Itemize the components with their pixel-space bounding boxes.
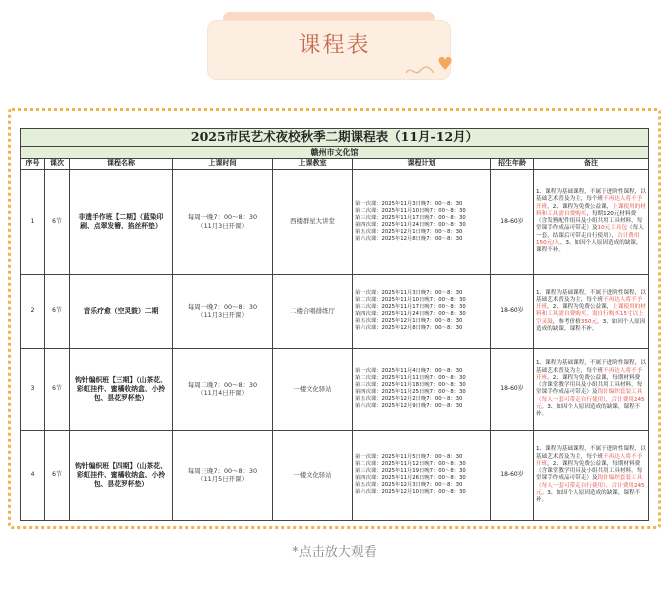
class-time-weekly: 每周一晚7：00～8：30 — [187, 213, 258, 222]
age-range: 18-60岁 — [491, 348, 534, 430]
plan-line: 第四次课：2025年11月24日晚7：00～8：30 — [355, 311, 466, 318]
note-segment: 。3、如因个人原因造成的缺课，课程不补。 — [536, 403, 641, 418]
note-segment: 。2、课程为免费公益课，每期材料费（含课堂教学用具及小组共用工具材料，每堂课手作成品可带走）及 — [536, 460, 643, 482]
note-segment: 合计费用150元/人 — [536, 232, 640, 246]
plan-line: 第五次课：2025年12月1日晚7：00～8：30 — [355, 318, 463, 325]
plan-line: 第六次课：2025年12月9日晚7：00～8：30 — [355, 403, 463, 410]
note-segment: 不再达人将不予开班 — [536, 367, 643, 381]
session-count: 6节 — [45, 169, 70, 274]
class-time-weekly: 每周一晚7：00～8：30 — [187, 302, 258, 311]
classroom: 西楼群星大讲堂 — [273, 169, 353, 274]
classroom: 一楼文化驿站 — [273, 430, 353, 520]
note-segment: ，需自行购买15寸以上空灵鼓 — [536, 311, 644, 325]
note-segment: 不再达人将不予开班 — [536, 196, 643, 210]
course-name: 非遗手作班【二期】（蓝染印刷、点翠发簪、掐丝杯垫） — [70, 169, 173, 274]
plan-line: 第一次课：2025年11月5日晚7：00～8：30 — [355, 454, 463, 461]
plan-line: 第四次课：2025年11月25日晚7：00～8：30 — [355, 389, 466, 396]
course-note — [534, 430, 649, 520]
session-count: 6节 — [45, 430, 70, 520]
class-time — [173, 274, 273, 348]
table-row — [21, 169, 649, 274]
row-number: 2 — [21, 274, 45, 348]
course-name: 钩针编织班【四期】（山茶花、彩虹挂件、蜜橘收纳盒、小拎包、昙花罗杯垫） — [70, 430, 173, 520]
class-time — [173, 348, 273, 430]
note-segment: 上课使用的材料和工具需自费购买 — [536, 203, 646, 217]
squiggle-decoration — [405, 64, 435, 78]
header — [0, 0, 669, 100]
course-plan — [353, 274, 491, 348]
note-segment: 。2、课程为免费公益课， — [547, 304, 613, 311]
class-time — [173, 169, 273, 274]
plan-line: 第五次课：2025年12月1日晚7：00～8：30 — [355, 228, 463, 235]
plan-line: 第五次课：2025年12月3日晚7：00～8：30 — [355, 482, 463, 489]
row-number: 4 — [21, 430, 45, 520]
course-plan — [353, 430, 491, 520]
note-segment: 不再达人将不予开班 — [536, 453, 643, 467]
classroom: 二楼合唱排练厅 — [273, 274, 353, 348]
note-segment: 1、课程为基础课程，不属于进阶性课程，以基础艺术普及为主，每个班 — [536, 360, 646, 374]
plan-line: 第三次课：2025年11月18日晚7：00～8：30 — [355, 382, 466, 389]
column-header: 课次 — [45, 158, 70, 169]
organizer: 赣州市文化馆 — [21, 147, 649, 159]
note-segment: 。3、如因个人原因造成的缺课，课程不补。 — [536, 239, 642, 254]
table-header-row — [21, 158, 649, 169]
note-segment: 不再达人将不予开班 — [536, 296, 643, 311]
class-time — [173, 430, 273, 520]
plan-line: 第一次课：2025年11月3日晚7：00～8：30 — [355, 290, 463, 297]
course-plan — [353, 169, 491, 274]
plan-line: 第三次课：2025年11月17日晚7：00～8：30 — [355, 214, 466, 221]
row-number: 1 — [21, 169, 45, 274]
page-title: 课程表 — [298, 33, 371, 58]
plan-line: 第一次课：2025年11月3日晚7：00～8：30 — [355, 200, 463, 207]
note-segment: ，每期120元材料费（含发簪配件组具及小组共用工具材料，每堂课手作成品可带走）及 — [536, 210, 643, 232]
note-segment: （每人一套，结课后可带走自行使用）， — [536, 225, 644, 239]
note-segment: 10元工具包 — [597, 225, 628, 232]
table-row — [21, 348, 649, 430]
class-start-date: （11月5日开课） — [197, 475, 248, 484]
plan-line: 第二次课：2025年11月10日晚7：00～8：30 — [355, 207, 466, 214]
course-note — [534, 274, 649, 348]
plan-line: 第四次课：2025年11月26日晚7：00～8：30 — [355, 475, 466, 482]
age-range: 18-60岁 — [491, 430, 534, 520]
course-note — [534, 169, 649, 274]
schedule-image[interactable] — [20, 128, 648, 524]
plan-line: 第三次课：2025年11月17日晚7：00～8：30 — [355, 304, 466, 311]
note-segment: 1、课程为基础课程，不属于进阶性课程，以基础艺术普及为主，每个班 — [536, 446, 646, 460]
class-start-date: （11月3日开课） — [197, 311, 248, 320]
note-segment: 1、课程为基础课程，不属于进阶性课程，以基础艺术普及为主，每个班 — [536, 289, 646, 303]
table-row — [21, 430, 649, 520]
plan-line: 第二次课：2025年11月12日晚7：00～8：30 — [355, 461, 466, 468]
table-title: 2025市民艺术夜校秋季二期课程表（11月-12月） — [21, 129, 649, 147]
plan-line: 第三次课：2025年11月19日晚7：00～8：30 — [355, 468, 466, 475]
note-segment: 钩针编织套装工具（每人一套可带走自行使用），合计费用245元 — [536, 389, 645, 410]
plan-line: 第一次课：2025年11月4日晚7：00～8：30 — [355, 368, 463, 375]
classroom: 一楼文化驿站 — [273, 348, 353, 430]
class-start-date: （11月4日开课） — [197, 389, 248, 398]
course-plan — [353, 348, 491, 430]
note-segment: 上课使用的材料和工具需自费购买 — [536, 304, 646, 318]
note-segment: 。2、课程为免费公益课， — [547, 203, 613, 210]
schedule-table — [20, 128, 649, 521]
age-range: 18-60岁 — [491, 169, 534, 274]
column-header: 上课教室 — [273, 158, 353, 169]
column-header: 课程计划 — [353, 158, 491, 169]
session-count: 6节 — [45, 274, 70, 348]
column-header: 招生年龄 — [491, 158, 534, 169]
note-segment: 。3、如因个人原因造成的缺课，课程不补。 — [536, 489, 641, 504]
class-time-weekly: 每周三晚7：00～8：30 — [187, 466, 258, 475]
note-segment: 钩针编织套装工具（每人一套可带走自行使用），合计费用245元 — [536, 475, 645, 496]
age-range: 18-60岁 — [491, 274, 534, 348]
note-segment: ，参考价格 — [552, 318, 581, 325]
class-start-date: （11月3日开课） — [197, 221, 248, 230]
plan-line: 第六次课：2025年12月8日晚7：00～8：30 — [355, 325, 463, 332]
course-note — [534, 348, 649, 430]
plan-line: 第六次课：2025年12月8日晚7：00～8：30 — [355, 235, 463, 242]
note-segment: 350元 — [580, 318, 598, 325]
note-segment: 1、课程为基础课程，不属于进阶性课程，以基础艺术普及为主，每个班 — [536, 189, 646, 203]
table-row — [21, 274, 649, 348]
plan-line: 第四次课：2025年11月24日晚7：00～8：30 — [355, 221, 466, 228]
plan-line: 第二次课：2025年11月10日晚7：00～8：30 — [355, 297, 466, 304]
session-count: 6节 — [45, 348, 70, 430]
row-number: 3 — [21, 348, 45, 430]
column-header: 备注 — [534, 158, 649, 169]
plan-line: 第六次课：2025年12月10日晚7：00～8：30 — [355, 489, 466, 496]
note-segment: 。3、如因个人原因造成的缺课，课程不补。 — [536, 318, 646, 332]
column-header: 上课时间 — [173, 158, 273, 169]
plan-line: 第二次课：2025年11月11日晚7：00～8：30 — [355, 375, 466, 382]
heart-icon: ♥ — [437, 54, 454, 75]
course-name: 音乐疗愈（空灵鼓）二期 — [70, 274, 173, 348]
column-header: 序号 — [21, 158, 45, 169]
class-time-weekly: 每周二晚7：00～8：30 — [187, 380, 258, 389]
zoom-hint: *点击放大观看 — [292, 545, 377, 560]
note-segment: 。2、课程为免费公益课，每期材料费（含课堂教学用具及小组共用工具材料，每堂课手作成品可带走）及 — [536, 374, 643, 396]
column-header: 课程名称 — [70, 158, 173, 169]
course-name: 钩针编织班【三期】（山茶花、彩虹挂件、蜜橘收纳盒、小拎包、昙花罗杯垫） — [70, 348, 173, 430]
plan-line: 第五次课：2025年12月2日晚7：00～8：30 — [355, 396, 463, 403]
